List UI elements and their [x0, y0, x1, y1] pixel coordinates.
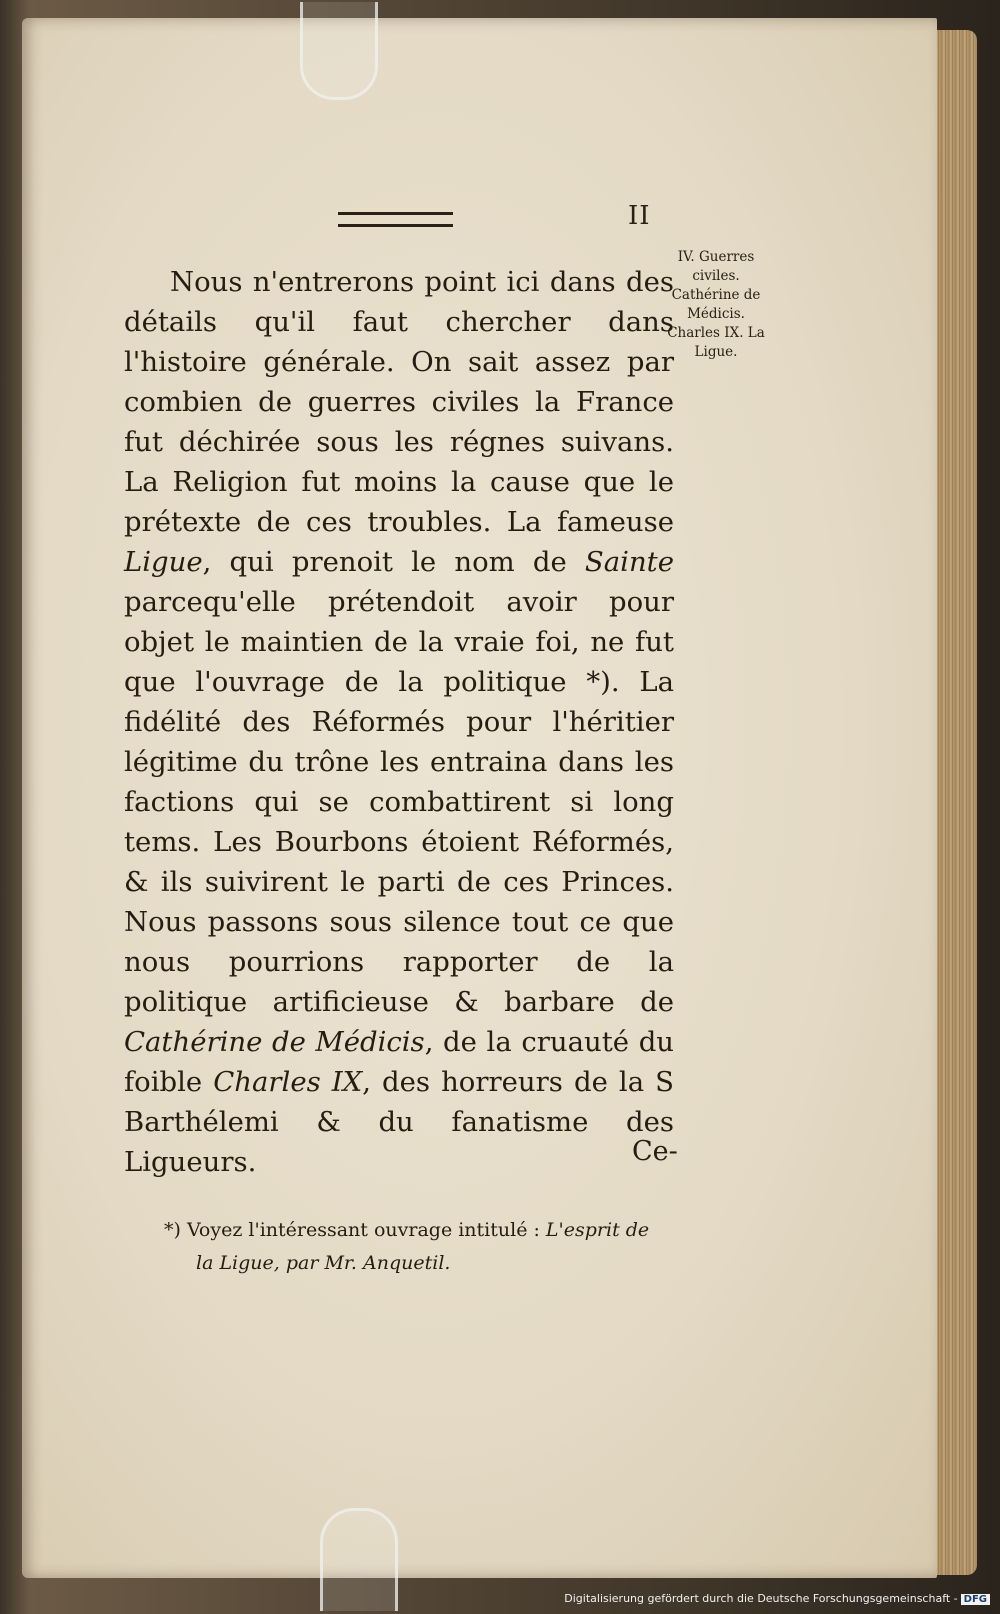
- italic-ligue: Ligue: [124, 546, 203, 578]
- body-text: [124, 262, 674, 1182]
- paragraph: [124, 262, 674, 1182]
- footnote-prefix: *) Voyez l'intéressant ouvrage intitulé :: [164, 1219, 546, 1241]
- footnote: [164, 1214, 684, 1280]
- text-run: , de la cruauté du foible: [124, 1026, 675, 1098]
- text-run: , des horreurs de la S Barthélemi & du fanatisme des Ligueurs.: [124, 1066, 674, 1178]
- marginal-note: IV. Guerres civiles. Cathérine de Médicis. Charles IX. La Ligue.: [667, 249, 765, 360]
- italic-catherine: Cathérine de Médicis: [124, 1026, 425, 1058]
- clip-bottom: [320, 1508, 398, 1611]
- italic-sainte: Sainte: [584, 546, 674, 578]
- footnote-title-1: L'esprit de: [545, 1219, 650, 1241]
- text-run: Nous n'entrerons point ici dans des détails qu'il faut chercher dans l'histoire générale. On sait assez par combien de guerres civiles la France fut déchirée sous les régnes suivans. La Religion fut moins la cause que le prétexte de ces troubles. La fameuse: [124, 266, 674, 538]
- text-run: parcequ'elle prétendoit avoir pour objet le maintien de la vraie foi, ne fut que l'ouvrage de la politique *). La fidélité des Réformés pour l'héritier légitime du trône les entraina dans les factions qui se combattirent si long tems. Les Bourbons étoient Réformés, & ils suivirent le parti de ces Princes. Nous passons sous silence tout ce que nous pourrions rapporter de la politique artificieuse & barbare de: [124, 586, 674, 1018]
- digitization-credit: [564, 1592, 990, 1605]
- text-run: , qui prenoit le nom de: [202, 546, 585, 578]
- catchword: Ce-: [632, 1136, 678, 1167]
- header-rule: [338, 212, 453, 227]
- dfg-logo: DFG: [961, 1594, 990, 1605]
- credit-text: Digitalisierung gefördert durch die Deutsche Forschungsgemeinschaft -: [564, 1592, 958, 1605]
- clip-top: [300, 2, 378, 100]
- page-number: II: [628, 201, 651, 231]
- footnote-title-2: la Ligue, par Mr. Anquetil.: [196, 1252, 451, 1274]
- italic-charles: Charles IX: [213, 1066, 363, 1098]
